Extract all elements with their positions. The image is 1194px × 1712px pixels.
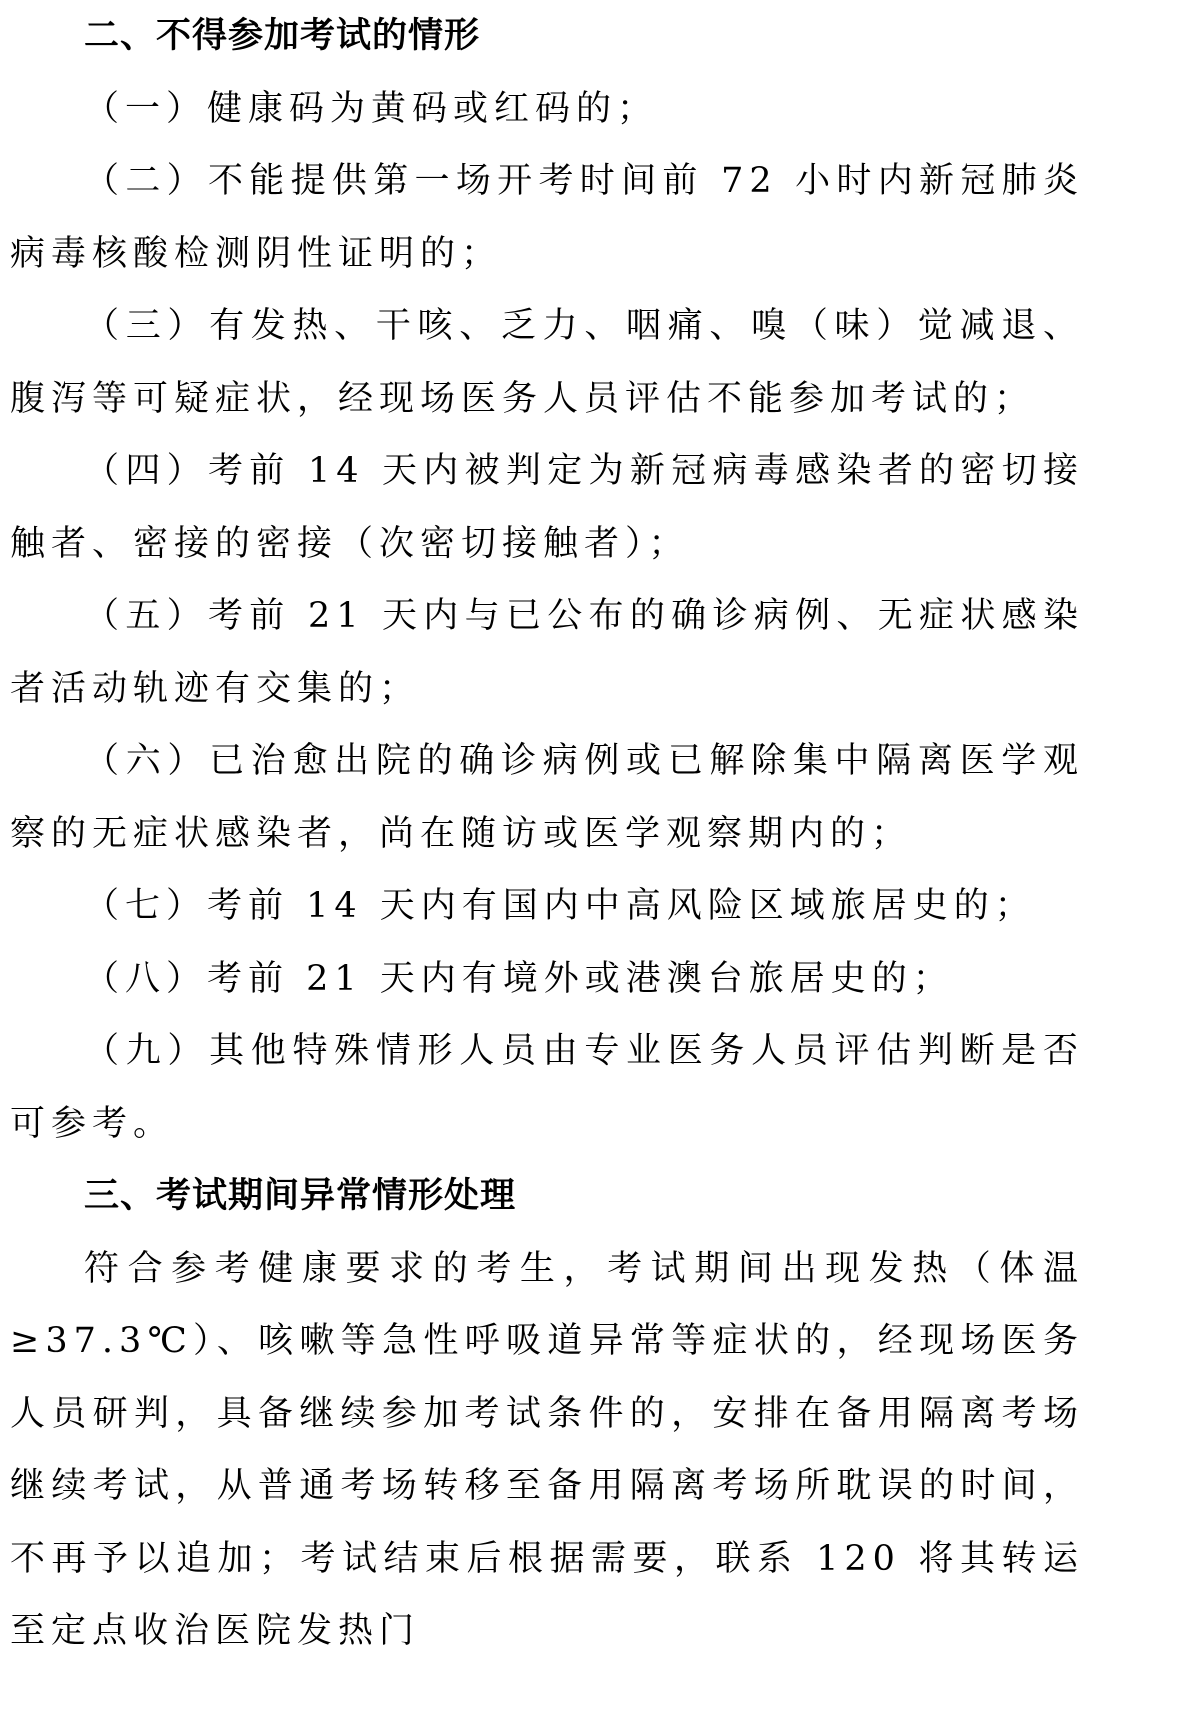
section-2-item-3: （三）有发热、干咳、乏力、咽痛、嗅（味）觉减退、腹泻等可疑症状，经现场医务人员评估不能参加考试的； bbox=[10, 306, 1084, 419]
section-2-item-2: （二）不能提供第一场开考时间前 72 小时内新冠肺炎病毒核酸检测阴性证明的； bbox=[10, 161, 1084, 274]
section-2-item-6: （六）已治愈出院的确诊病例或已解除集中隔离医学观察的无症状感染者，尚在随访或医学观察期内的； bbox=[10, 741, 1084, 854]
section-2-heading: 二、不得参加考试的情形 bbox=[84, 16, 481, 56]
section-3-paragraph: 符合参考健康要求的考生，考试期间出现发热（体温≥37.3℃）、咳嗽等急性呼吸道异常等症状的，经现场医务人员研判，具备继续参加考试条件的，安排在备用隔离考场继续考试，从普通考场转移至备用隔离考场所耽误的时间，不再予以追加；考试结束后根据需要，联系 120 将其转运至定点收治医院发热门 bbox=[10, 1248, 1084, 1651]
section-2-item-5: （五）考前 21 天内与已公布的确诊病例、无症状感染者活动轨迹有交集的； bbox=[10, 596, 1084, 709]
document-page bbox=[10, 0, 1084, 1712]
section-2-item-1: （一）健康码为黄码或红码的； bbox=[84, 88, 659, 129]
section-3-heading: 三、考试期间异常情形处理 bbox=[84, 1176, 517, 1216]
section-2-item-9: （九）其他特殊情形人员由专业医务人员评估判断是否可参考。 bbox=[10, 1031, 1084, 1144]
section-2-item-7: （七）考前 14 天内有国内中高风险区域旅居史的； bbox=[84, 886, 1036, 926]
section-2-item-4: （四）考前 14 天内被判定为新冠病毒感染者的密切接触者、密接的密接（次密切接触者）； bbox=[10, 451, 1084, 564]
section-2-item-8: （八）考前 21 天内有境外或港澳台旅居史的； bbox=[84, 958, 954, 999]
